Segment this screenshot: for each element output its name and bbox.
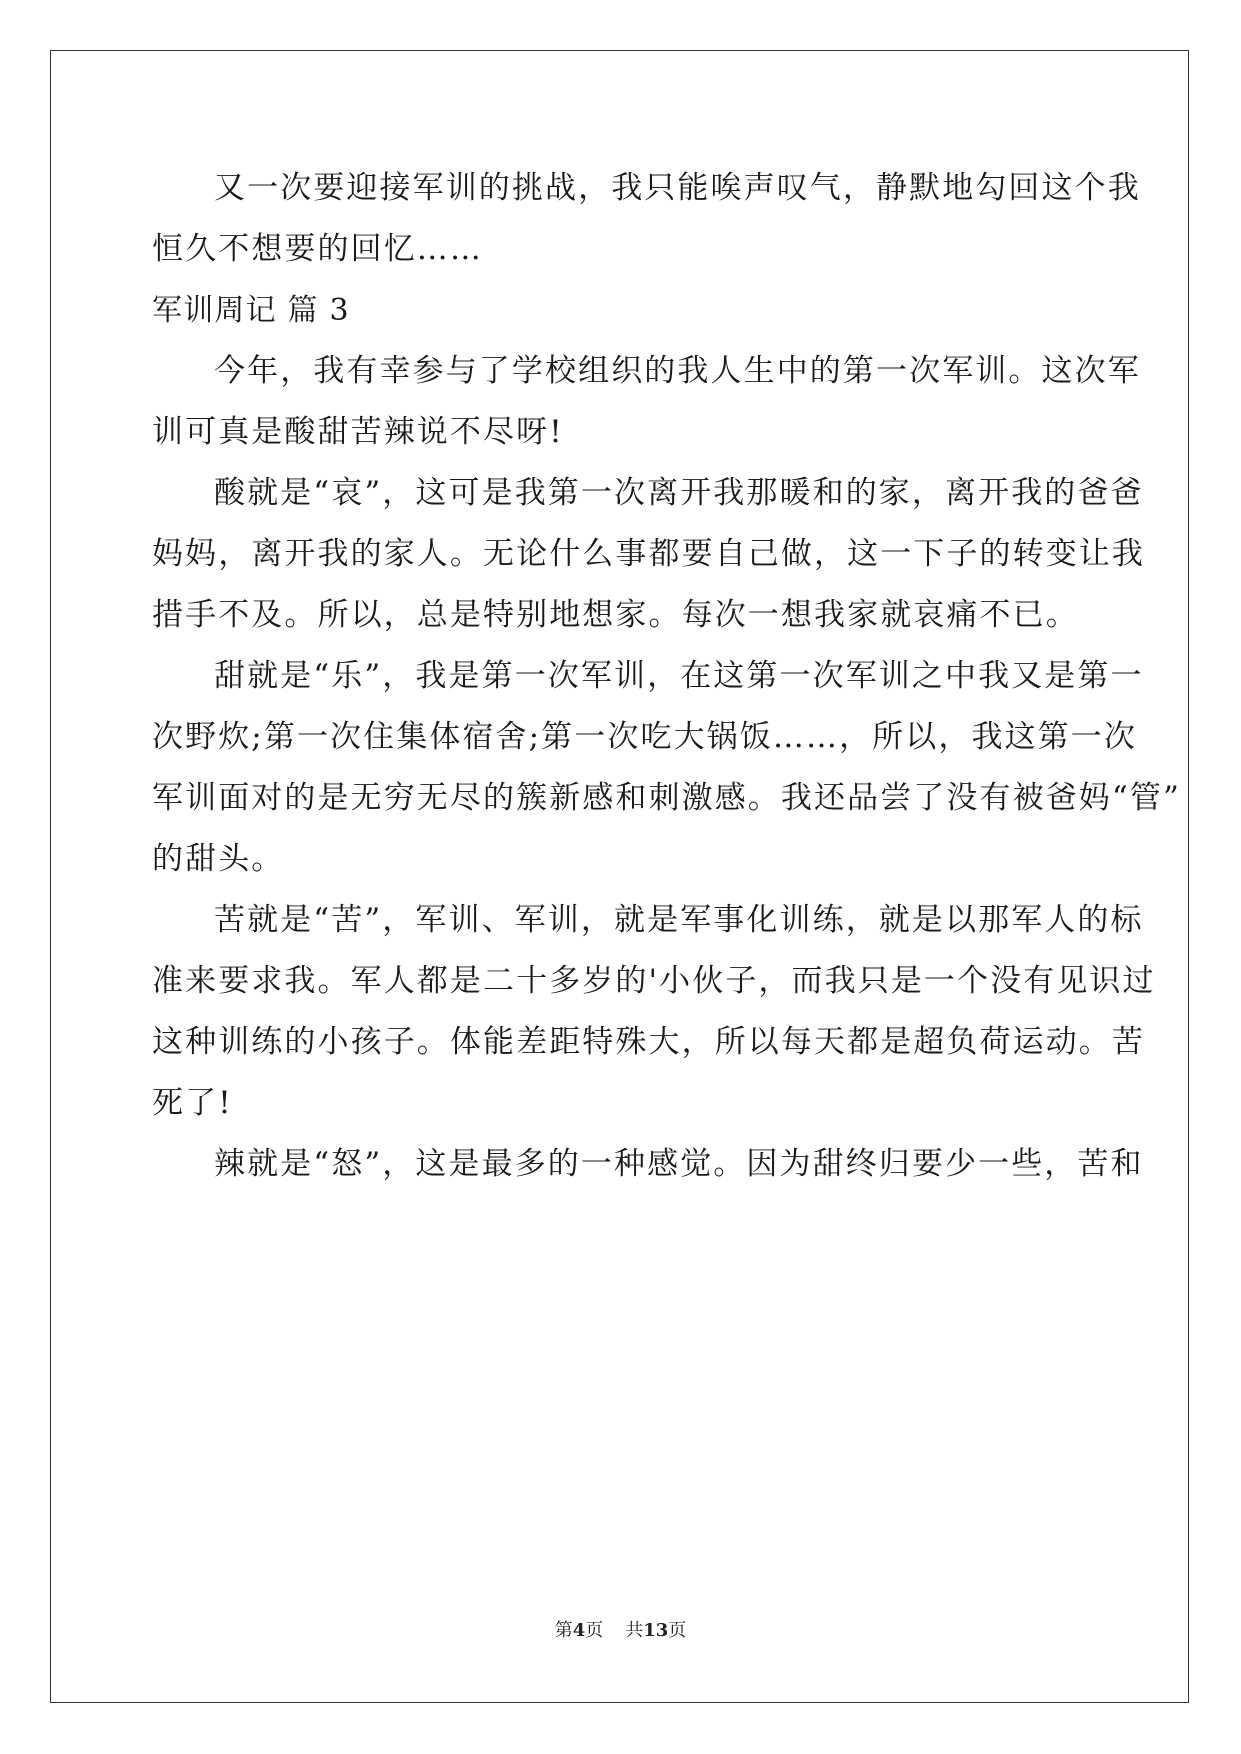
paragraph-line: 又一次要迎接军训的挑战，我只能唉声叹气，静默地勾回这个我: [214, 170, 1141, 206]
footer-total-suffix: 页: [668, 1620, 687, 1641]
paragraph-line: 恒久不想要的回忆……: [152, 231, 483, 267]
footer-page-prefix: 第: [554, 1620, 573, 1641]
paragraph-line: 准来要求我。军人都是二十多岁的'小伙子，而我只是一个没有见识过: [152, 963, 1156, 999]
paragraph-line: 苦就是“苦”，军训、军训，就是军事化训练，就是以那军人的标: [214, 902, 1144, 938]
page-footer: [0, 1616, 1241, 1642]
paragraph-line: 训可真是酸甜苦辣说不尽呀!: [152, 414, 564, 450]
section-heading: 军训周记 篇 3: [152, 293, 350, 328]
footer-page-suffix: 页: [585, 1620, 604, 1641]
paragraph-line: 酸就是“哀”，这可是我第一次离开我那暖和的家，离开我的爸爸: [214, 475, 1144, 511]
paragraph-line: 军训面对的是无穷无尽的簇新感和刺激感。我还品尝了没有被爸妈“管”: [152, 780, 1181, 816]
paragraph-line: 次野炊;第一次住集体宿舍;第一次吃大锅饭……，所以，我这第一次: [152, 719, 1137, 755]
paragraph-line: 今年，我有幸参与了学校组织的我人生中的第一次军训。这次军: [214, 353, 1141, 389]
paragraph-line: 辣就是“怒”，这是最多的一种感觉。因为甜终归要少一些，苦和: [214, 1146, 1144, 1182]
footer-total-pages: 13: [643, 1620, 669, 1641]
footer-page-number: 4: [572, 1620, 586, 1641]
paragraph-line: 甜就是“乐”，我是第一次军训，在这第一次军训之中我又是第一: [214, 658, 1144, 694]
paragraph-line: 死了!: [152, 1085, 233, 1121]
paragraph-line: 措手不及。所以，总是特别地想家。每次一想我家就哀痛不已。: [152, 597, 1079, 633]
footer-total-prefix: 共: [625, 1620, 644, 1641]
paragraph-line: 妈妈，离开我的家人。无论什么事都要自己做，这一下子的转变让我: [152, 536, 1145, 572]
paragraph-line: 这种训练的小孩子。体能差距特殊大，所以每天都是超负荷运动。苦: [152, 1024, 1145, 1060]
document-body: [152, 158, 1181, 1195]
paragraph-line: 的甜头。: [152, 841, 285, 877]
